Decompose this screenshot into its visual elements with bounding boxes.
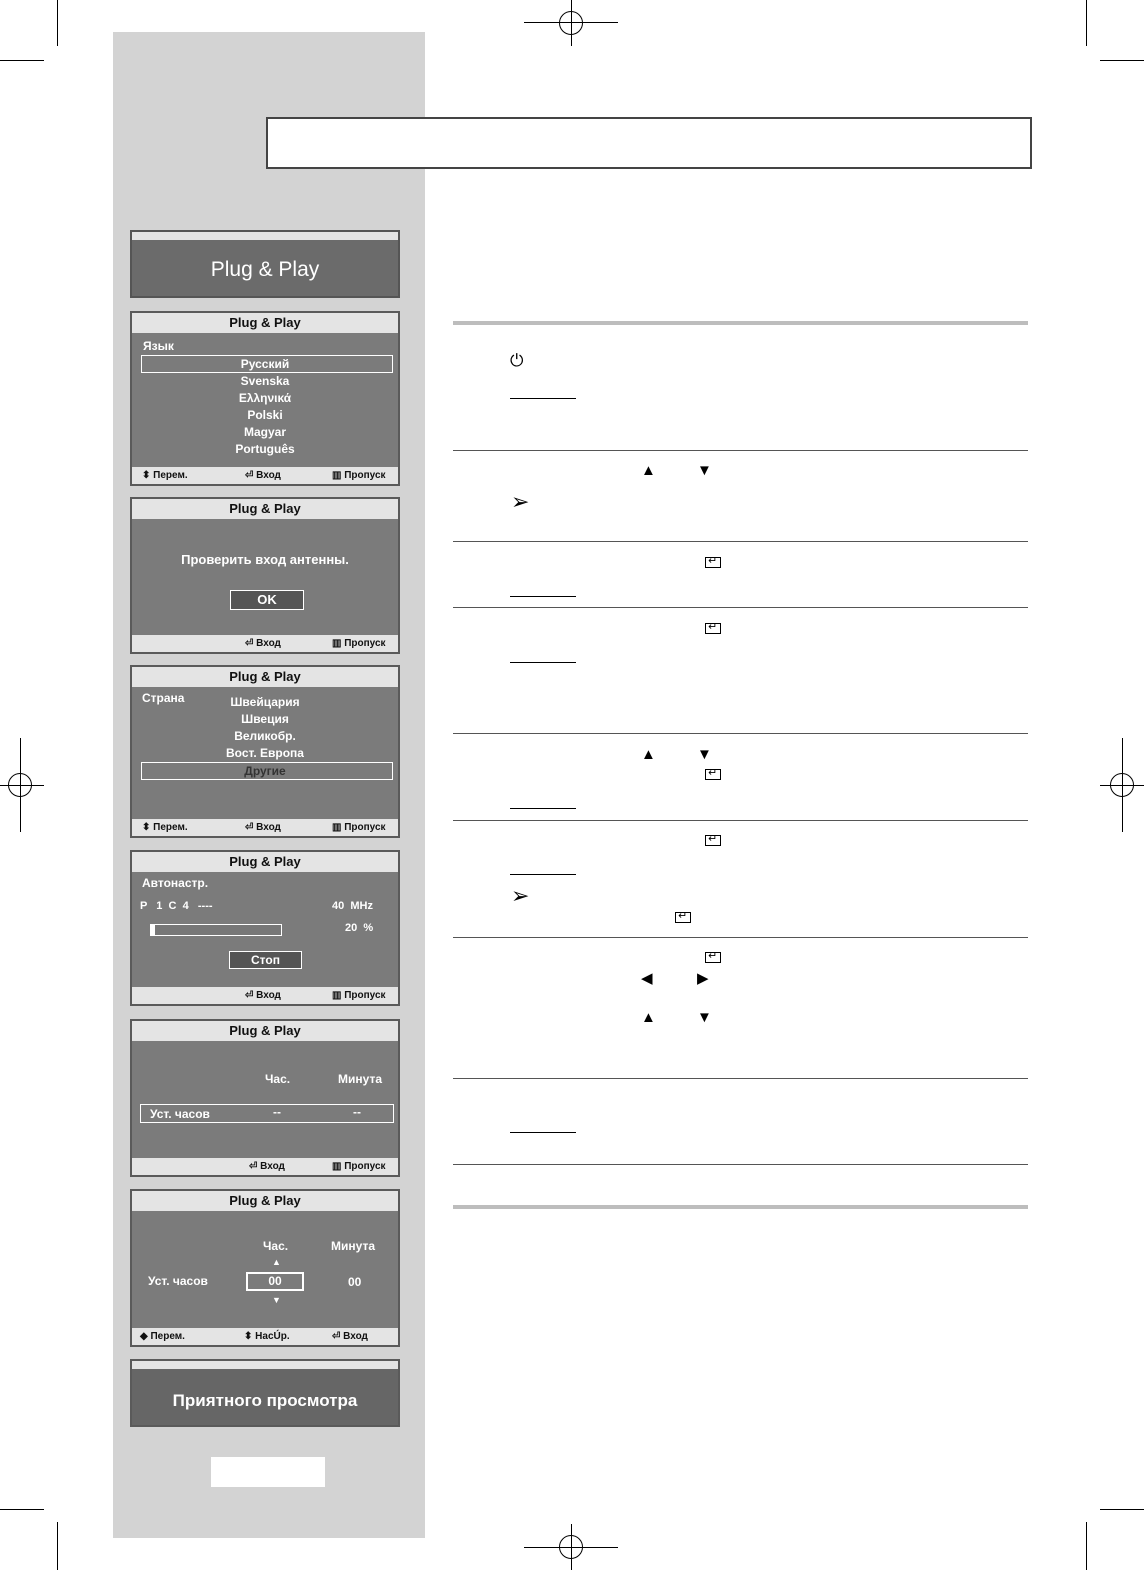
enter-icon [705,769,721,780]
skip-hint: ▥ Пропуск [332,470,386,481]
note-arrow-icon: ➢ [511,883,530,908]
enter-hint: ⏎ Вход [249,1161,285,1172]
crop-mark [57,1522,58,1570]
crop-mark [1086,0,1087,46]
move-hint: ◆ Перем. [140,1331,185,1342]
hour-label: Час. [265,1072,291,1086]
sidebar-title-panel [130,230,400,298]
frequency-readout: 40 MHz [332,900,373,912]
antenna-message: Проверить вход антенны. [181,552,349,567]
final-message: Приятного просмотра [172,1391,358,1410]
note-rule [510,596,576,597]
country-label: Страна [142,691,185,705]
osd-footer [132,1328,398,1345]
hour-input[interactable]: 00 [246,1272,304,1291]
page-title-box [266,117,1032,169]
osd-header: Plug & Play [132,667,398,687]
enter-icon [705,952,721,963]
registration-mark [1110,773,1134,797]
power-icon: ⏻ [510,351,524,371]
osd-clock-set-screen [130,1189,400,1347]
note-rule [510,1132,576,1133]
percent-readout: 20 % [345,922,374,934]
hour-value[interactable]: -- [273,1105,281,1119]
down-arrow-icon: ▼ [697,462,712,479]
language-label: Язык [143,339,174,353]
up-arrow-icon: ▲ [641,746,656,763]
country-option[interactable]: Швеция [241,712,289,726]
skip-hint: ▥ Пропуск [332,638,386,649]
crop-mark [57,0,58,46]
language-option[interactable]: Ελληνικά [238,391,292,405]
country-option[interactable]: Швейцария [230,695,300,709]
osd-footer [132,987,398,1004]
up-arrow-icon: ▲ [272,1257,281,1267]
step-divider [453,1078,1028,1079]
registration-mark [559,11,583,35]
page-number-box [211,1457,325,1487]
note-arrow-icon: ➢ [511,489,530,514]
enter-icon [675,912,691,923]
minute-label: Минута [331,1239,375,1253]
osd-autotune-screen [130,850,400,1006]
autotune-label: Автонастр. [142,876,209,890]
enter-icon [705,557,721,568]
note-rule [510,808,576,809]
section-rule [453,1205,1028,1209]
osd-footer [132,819,398,836]
country-option[interactable]: Вост. Европа [226,746,304,760]
down-arrow-icon: ▼ [697,746,712,763]
language-option[interactable]: Magyar [243,425,287,439]
language-option[interactable]: Português [235,442,295,456]
move-hint: ⬍ Перем. [142,822,188,833]
osd-final-screen [130,1359,400,1427]
enter-hint: ⏎ Вход [245,638,281,649]
up-arrow-icon: ▲ [641,462,656,479]
enter-icon [705,623,721,634]
hour-label: Час. [263,1239,289,1253]
note-rule [510,662,576,663]
osd-footer [132,467,398,484]
crop-mark [1086,1522,1087,1570]
osd-antenna-screen [130,497,400,654]
clock-row-label: Уст. часов [148,1274,208,1288]
osd-header: Plug & Play [132,499,398,519]
step-divider [453,820,1028,821]
step-divider [453,733,1028,734]
country-option[interactable]: Другие [244,764,286,778]
osd-country-screen [130,665,400,838]
skip-hint: ▥ Пропуск [332,990,386,1001]
sidebar-title: Plug & Play [210,258,320,281]
osd-header: Plug & Play [132,1021,398,1041]
move-hint: ⬍ Перем. [142,470,188,481]
crop-mark [1100,60,1144,61]
enter-icon [705,835,721,846]
crop-mark [1100,1509,1144,1510]
minute-value[interactable]: -- [353,1105,361,1119]
registration-mark [8,773,32,797]
down-arrow-icon: ▼ [272,1295,281,1305]
step-divider [453,607,1028,608]
language-option[interactable]: Svenska [240,374,290,388]
progress-bar [150,924,282,936]
minute-value[interactable]: 00 [348,1275,362,1289]
osd-header: Plug & Play [132,313,398,333]
note-rule [510,874,576,875]
ok-button[interactable]: OK [230,590,304,610]
up-arrow-icon: ▲ [641,1009,656,1026]
enter-hint: ⏎ Вход [245,822,281,833]
osd-language-screen [130,311,400,486]
down-arrow-icon: ▼ [697,1009,712,1026]
enter-hint: ⏎ Вход [332,1331,368,1342]
osd-clock-screen [130,1019,400,1177]
skip-hint: ▥ Пропуск [332,822,386,833]
step-divider [453,541,1028,542]
country-option[interactable]: Великобр. [234,729,296,743]
osd-header: Plug & Play [132,852,398,872]
osd-footer [132,635,398,652]
enter-hint: ⏎ Вход [245,470,281,481]
skip-hint: ▥ Пропуск [332,1161,386,1172]
clock-row-label: Уст. часов [150,1107,210,1121]
step-divider [453,937,1028,938]
registration-mark [559,1535,583,1559]
step-divider [453,450,1028,451]
language-option[interactable]: Polski [247,408,283,422]
crop-mark [0,60,44,61]
note-rule [510,398,576,399]
channel-readout: P 1 C 4 ---- [140,900,213,912]
osd-footer [132,1158,398,1175]
section-rule [453,321,1028,325]
step-divider [453,1164,1028,1165]
minute-label: Минута [338,1072,382,1086]
stop-button[interactable]: Стоп [229,951,302,969]
progress-fill [151,925,155,935]
crop-mark [0,1509,44,1510]
osd-header: Plug & Play [132,1191,398,1211]
language-option[interactable]: Русский [240,357,290,371]
right-arrow-icon: ▶ [697,970,709,987]
enter-hint: ⏎ Вход [245,990,281,1001]
adjust-hint: ⬍ НасÚр. [244,1331,290,1342]
left-arrow-icon: ◀ [641,970,653,987]
